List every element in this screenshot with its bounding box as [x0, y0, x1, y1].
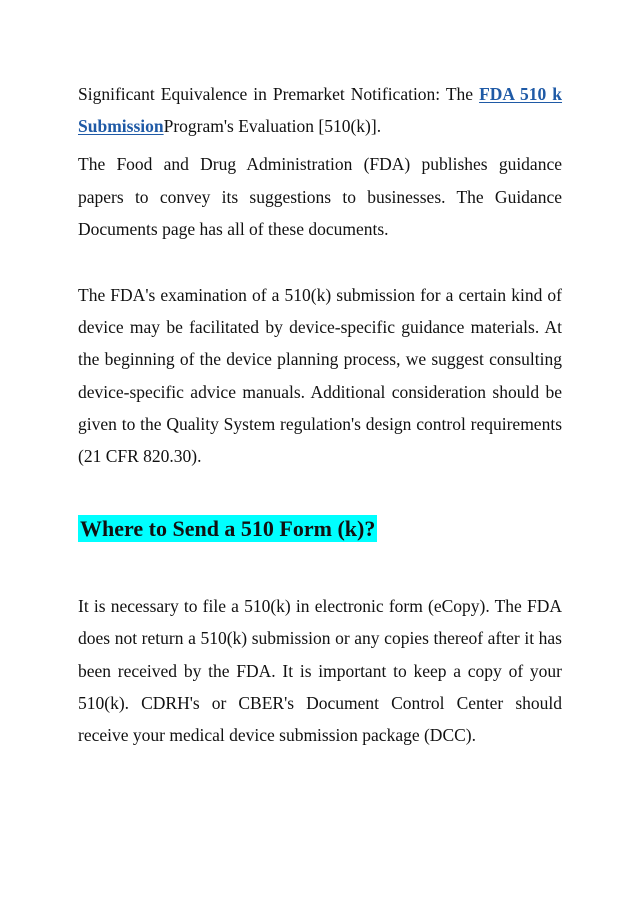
document-page — [78, 78, 562, 751]
guidance-paragraph: The Food and Drug Administration (FDA) publishes guidance papers to convey its suggestions to businesses. The Guidance Documents page has all of these documents. — [78, 154, 562, 239]
intro-text-after: Program's Evaluation [510(k)]. — [163, 116, 382, 137]
section-heading-text: Where to Send a 510 Form (k)? — [80, 516, 376, 542]
intro-text-before: Significant Equivalence in Premarket Notification: The — [78, 84, 474, 104]
device-guidance-paragraph: The FDA's examination of a 510(k) submission for a certain kind of device may be facilitated by device-specific guidance materials. At the beginning of the device planning process, we suggest consulting device-specific advice manuals. Additional consideration should be given to the Quality System regulation's design control requirements (21 CFR 820.30). — [78, 285, 562, 467]
fda-510k-submission-link[interactable]: FDA 510 k Submission — [78, 84, 563, 137]
intro-paragraph — [78, 78, 562, 142]
submission-paragraph: It is necessary to file a 510(k) in electronic form (eCopy). The FDA does not return a 510(k) submission or any copies thereof after it has been received by the FDA. It is important to keep a copy of your 510(k). CDRH's or CBER's Document Control Center should receive your medical device submission package (DCC). — [78, 596, 562, 746]
section-heading — [78, 512, 562, 546]
